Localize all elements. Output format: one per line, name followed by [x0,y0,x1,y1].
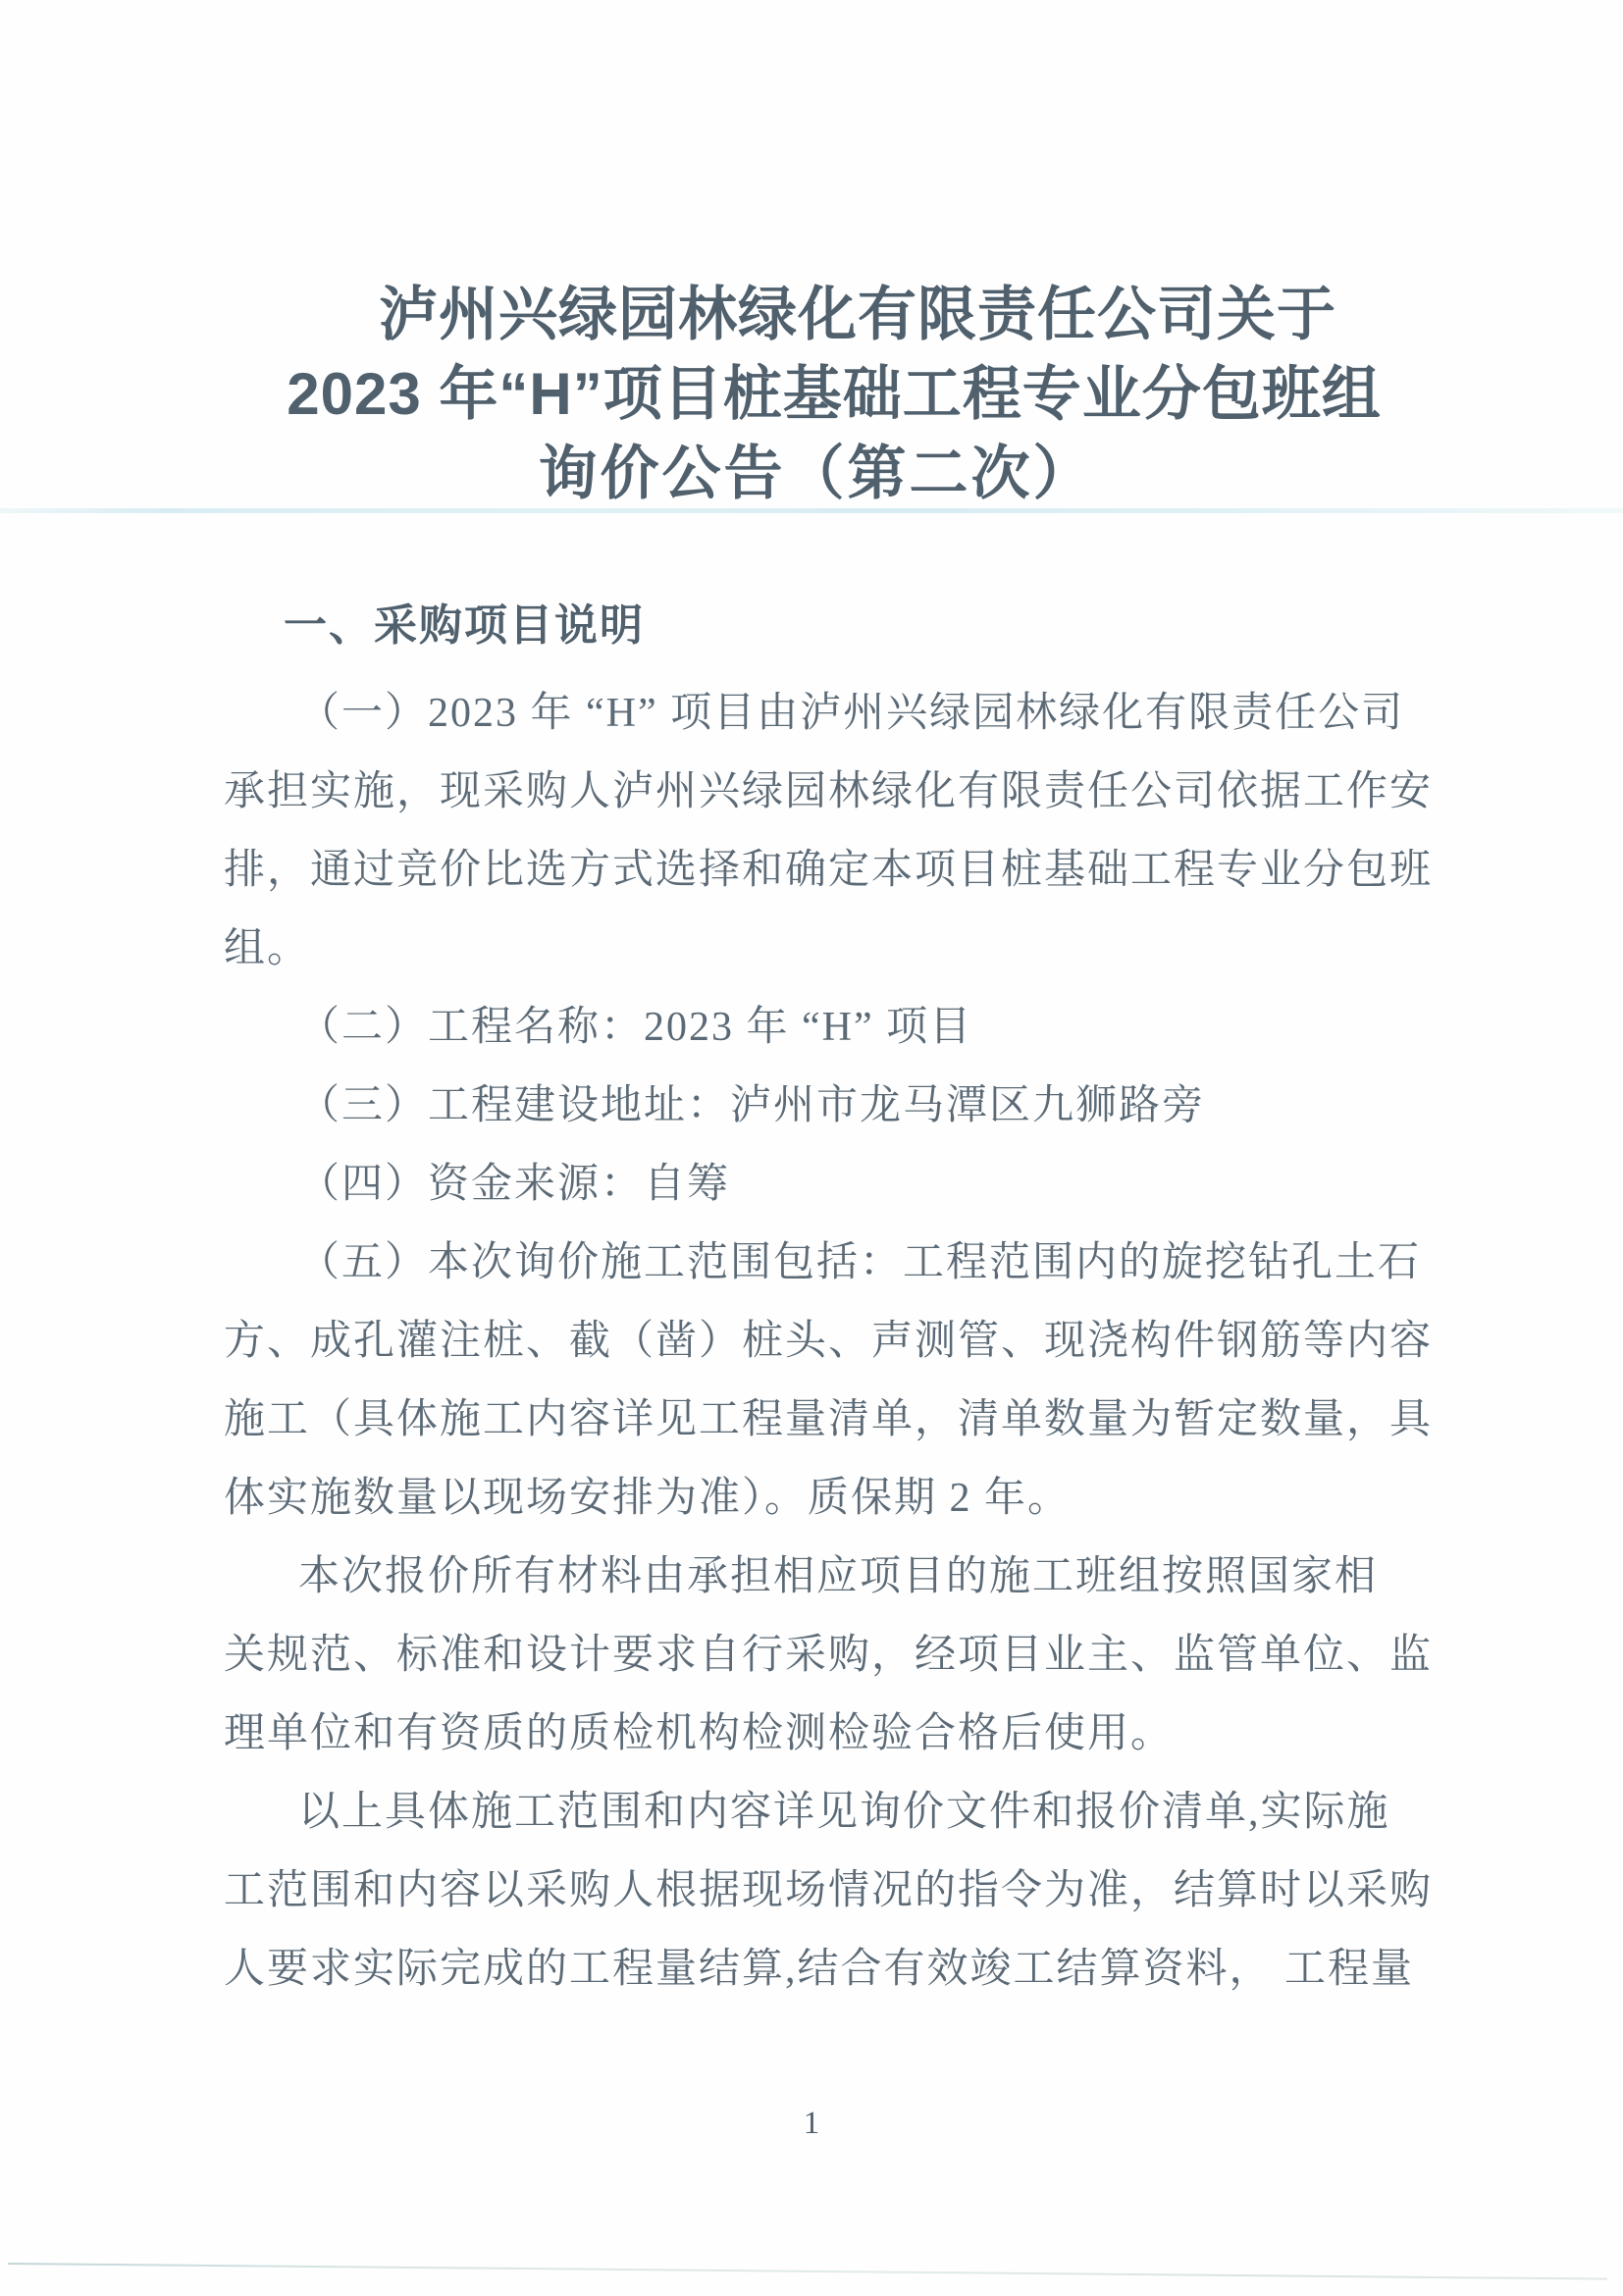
body-text-line: （四）资金来源：自筹 [298,1162,731,1207]
body-text-line: 以上具体施工范围和内容详见询价文件和报价清单,实际施 [298,1790,1390,1835]
body-text-line: 组。 [224,926,311,971]
body-text-line: （二）工程名称：2023 年 “H” 项目 [298,1005,973,1050]
scan-artifact-bottom-edge [8,2263,1607,2280]
body-text-line: 本次报价所有材料由承担相应项目的施工班组按照国家相 [298,1554,1379,1599]
body-text-line: 施工（具体施工内容详见工程量清单，清单数量为暂定数量，具 [224,1397,1434,1442]
body-text [224,674,1460,2009]
body-text-line: 理单位和有资质的质检机构检测检验合格后使用。 [224,1711,1175,1756]
body-text-line: 排，通过竞价比选方式选择和确定本项目桩基础工程专业分包班 [224,848,1434,893]
section-heading: 一、采购项目说明 [284,601,645,650]
body-text-line: 人要求实际完成的工程量结算,结合有效竣工结算资料， 工程量 [224,1947,1415,1992]
body-text-line: 体实施数量以现场安排为准）。质保期 2 年。 [224,1476,1072,1521]
scan-artifact-divider-line [0,508,1623,513]
body-text-line: 方、成孔灌注桩、截（凿）桩头、声测管、现浇构件钢筋等内容 [224,1319,1434,1364]
title-line-1: 泸州兴绿园林绿化有限责任公司关于 [379,282,1336,347]
body-text-line: （五）本次询价施工范围包括：工程范围内的旋挖钻孔土石 [298,1240,1422,1285]
body-text-line: （三）工程建设地址：泸州市龙马潭区九狮路旁 [298,1083,1206,1128]
body-text-line: （一）2023 年 “H” 项目由泸州兴绿园林绿化有限责任公司 [298,691,1405,736]
body-text-line: 工范围和内容以采购人根据现场情况的指令为准，结算时以采购 [224,1868,1434,1913]
body-text-line: 关规范、标准和设计要求自行采购，经项目业主、监管单位、监 [224,1633,1434,1678]
title-line-3: 询价公告（第二次） [538,441,1095,506]
page-number: 1 [803,2106,820,2141]
document-title [0,275,1623,513]
title-line-2: 2023 年“H”项目桩基础工程专业分包班组 [287,361,1382,427]
body-text-line: 承担实施，现采购人泸州兴绿园林绿化有限责任公司依据工作安 [224,769,1434,814]
